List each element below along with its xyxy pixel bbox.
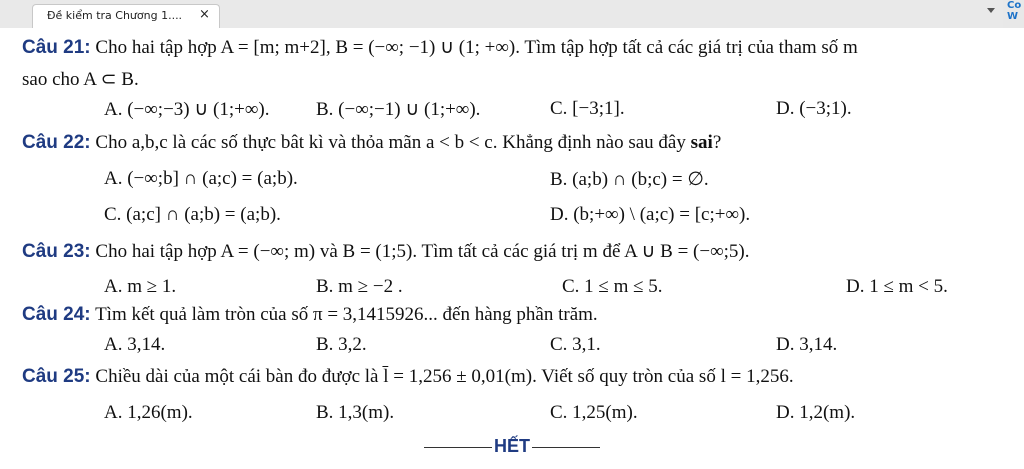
option-a: A. (−∞;b] ∩ (a;c) = (a;b). [104, 168, 298, 189]
option-a: A. m ≥ 1. [104, 276, 177, 297]
question-stem: Tìm kết quả làm tròn của số π = 3,1415926... đến hàng phần trăm. [95, 304, 598, 325]
question-22-line [22, 132, 721, 154]
question-24-line [22, 304, 598, 326]
question-23-line [22, 240, 750, 263]
option-c: C. 1 ≤ m ≤ 5. [562, 276, 663, 297]
document-tab[interactable] [32, 4, 220, 28]
option-a: A. 1,26(m). [104, 402, 193, 423]
option-b: B. m ≥ −2 . [316, 276, 403, 297]
tab-bar [0, 0, 1024, 28]
question-stem: Cho hai tập hợp A = [m; m+2], B = (−∞; −1) ∪ (1; +∞). Tìm tập hợp tất cả các giá trị của tham số m [95, 37, 858, 58]
option-b: B. (−∞;−1) ∪ (1;+∞). [316, 99, 481, 120]
option-d: D. (b;+∞) \ (a;c) = [c;+∞). [550, 204, 751, 225]
end-rule-left [424, 447, 492, 448]
question-stem: Cho a,b,c là các số thực bât kì và thỏa mãn a < b < c. Khẳng định nào sau đây [95, 132, 691, 153]
question-stem-end: ? [712, 132, 722, 153]
question-stem: Chiều dài của một cái bàn đo được là l̄ = 1,256 ± 0,01(m). Viết số quy tròn của số l = 1,256. [95, 366, 794, 387]
option-c: C. 1,25(m). [550, 402, 638, 423]
end-text: HẾT [494, 436, 530, 456]
option-d: D. 1,2(m). [776, 402, 856, 423]
question-emphasis: sai [690, 132, 713, 153]
app-corner-label: Co W [1003, 0, 1024, 28]
question-21-line [22, 36, 858, 59]
question-number: Câu 25: [22, 366, 91, 387]
question-number: Câu 22: [22, 132, 91, 153]
option-c: C. [−3;1]. [550, 98, 625, 119]
document-page [0, 28, 1024, 469]
option-c: C. 3,1. [550, 334, 601, 355]
tab-title: Đề kiểm tra Chương 1.... [47, 9, 183, 22]
question-number: Câu 24: [22, 304, 91, 325]
end-rule-right [532, 447, 600, 448]
option-b: B. 1,3(m). [316, 402, 395, 423]
question-stem: Cho hai tập hợp A = (−∞; m) và B = (1;5). Tìm tất cả các giá trị m để A ∪ B = (−∞;5). [95, 241, 750, 262]
option-c: C. (a;c] ∩ (a;b) = (a;b). [104, 204, 281, 225]
option-a: A. 3,14. [104, 334, 166, 355]
question-number: Câu 23: [22, 241, 91, 262]
option-d: D. (−3;1). [776, 98, 852, 119]
option-b: B. (a;b) ∩ (b;c) = ∅. [550, 169, 709, 190]
option-a: A. (−∞;−3) ∪ (1;+∞). [104, 99, 270, 120]
end-marker [0, 436, 1024, 457]
question-21-line-2: sao cho A ⊂ B. [22, 69, 139, 90]
question-25-line [22, 366, 794, 388]
option-d: D. 1 ≤ m < 5. [846, 276, 948, 297]
close-icon[interactable]: × [199, 7, 210, 22]
option-d: D. 3,14. [776, 334, 838, 355]
chevron-down-icon[interactable] [987, 8, 995, 13]
option-b: B. 3,2. [316, 334, 367, 355]
question-number: Câu 21: [22, 37, 91, 58]
